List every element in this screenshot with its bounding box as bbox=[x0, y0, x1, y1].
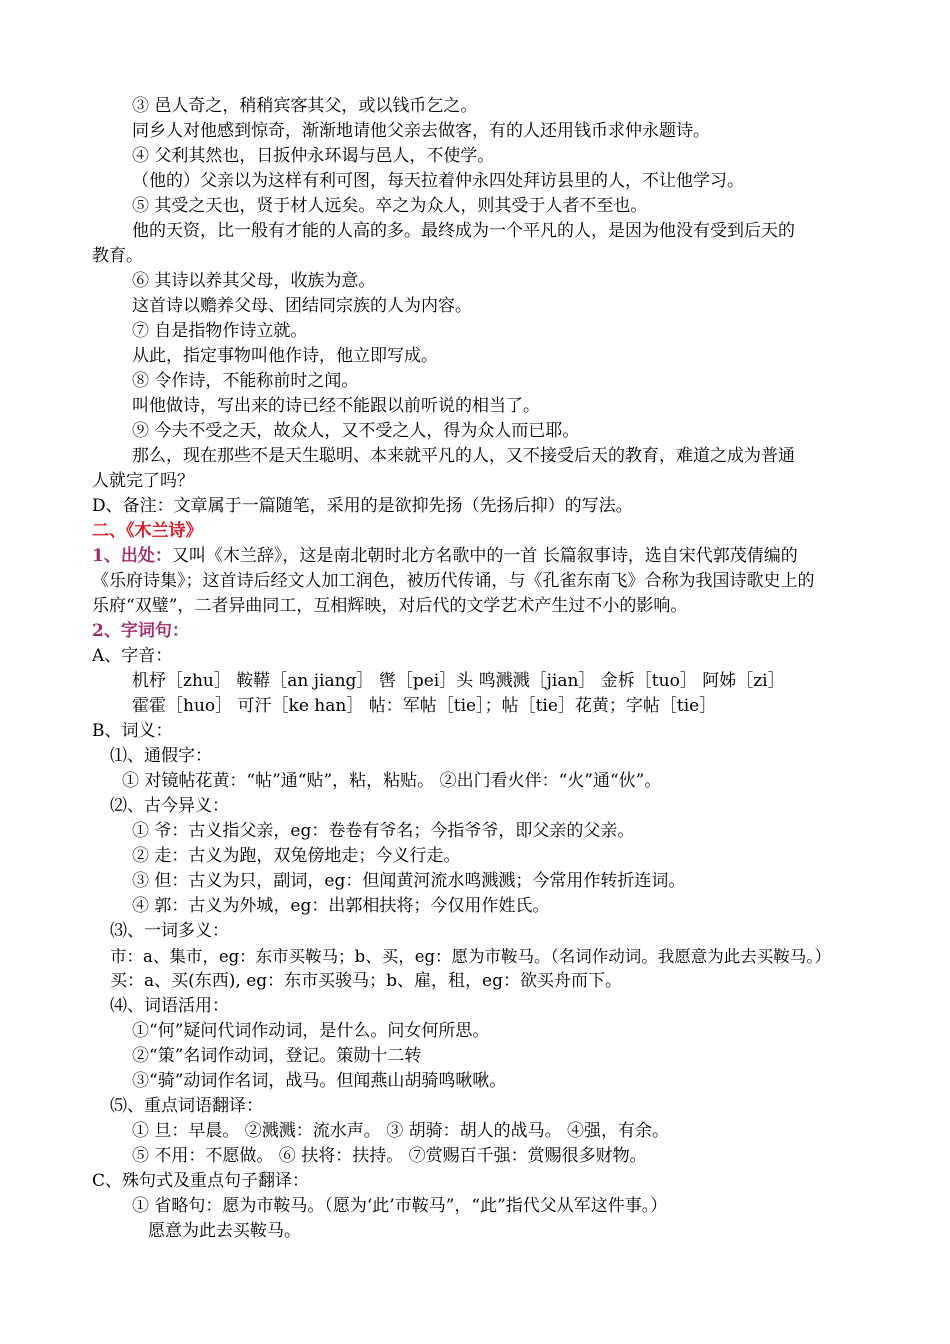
text-line: ③ 邑人奇之，稍稍宾客其父，或以钱币乞之。 bbox=[132, 96, 478, 116]
text-line: A、字音： bbox=[92, 646, 173, 666]
text-line: 叫他做诗，写出来的诗已经不能跟以前听说的相当了。 bbox=[132, 396, 540, 416]
text-line: 人就完了吗？ bbox=[92, 471, 194, 491]
text-line: ⑧ 令作诗，不能称前时之闻。 bbox=[132, 371, 359, 391]
text-line: （他的）父亲以为这样有利可图，每天拉着仲永四处拜访县里的人，不让他学习。 bbox=[132, 171, 744, 191]
text-line: 乐府“双璧”，二者异曲同工，互相辉映，对后代的文学艺术产生过不小的影响。 bbox=[92, 596, 688, 616]
text-line: 机杼［zhu］ 鞍鞯［an jiang］ 辔［pei］头 鸣溅溅［jian］ 金柝［tuo］ 阿姊［zi］ bbox=[132, 671, 785, 691]
text-line: 同乡人对他感到惊奇，渐渐地请他父亲去做客，有的人还用钱币求仲永题诗。 bbox=[132, 121, 710, 141]
text-line: ② 走：古义为跑，双兔傍地走；今义行走。 bbox=[132, 846, 461, 866]
text-line: 霍霍［huo］ 可汗［ke han］ 帖：军帖［tie］；帖［tie］花黄；字帖［tie］ bbox=[132, 696, 717, 716]
text-line: C、殊句式及重点句子翻译： bbox=[92, 1171, 310, 1191]
section-heading: 二、《木兰诗》 bbox=[92, 521, 203, 541]
text-line: ⑵、古今异义： bbox=[110, 796, 229, 816]
text-line: B、词义： bbox=[92, 721, 173, 741]
text-line: 他的天资，比一般有才能的人高的多。最终成为一个平凡的人，是因为他没有受到后天的 bbox=[132, 221, 795, 241]
text-line: 这首诗以赡养父母、团结同宗族的人为内容。 bbox=[132, 296, 472, 316]
text-line: ① 对镜帖花黄：“帖”通“贴”，粘，粘贴。 ②出门看火伴：“火”通“伙”。 bbox=[122, 771, 662, 791]
text-line: ⑤ 其受之天也，贤于材人远矣。卒之为众人，则其受于人者不至也。 bbox=[132, 196, 648, 216]
text-line: 市：a、集市，eg：东市买鞍马；b、买，eg：愿为市鞍马。（名词作动词。我愿意为此去买鞍马。） bbox=[110, 947, 832, 966]
text-line: ③“骑”动词作名词，战马。但闻燕山胡骑鸣啾啾。 bbox=[132, 1071, 507, 1091]
text-line: ⑦ 自是指物作诗立就。 bbox=[132, 321, 308, 341]
text-line: 那么，现在那些不是天生聪明、本来就平凡的人，又不接受后天的教育，难道之成为普通 bbox=[132, 446, 795, 466]
text-line: ⑥ 其诗以养其父母，收族为意。 bbox=[132, 271, 376, 291]
text-line: ⑴、通假字： bbox=[110, 746, 212, 766]
text-line: ⑸、重点词语翻译： bbox=[110, 1096, 263, 1116]
text-line: ①“何”疑问代词作动词，是什么。问女何所思。 bbox=[132, 1021, 490, 1041]
text-line: ⑨ 今夫不受之天，故众人，又不受之人，得为众人而已耶。 bbox=[132, 421, 580, 441]
text-line: ① 旦：早晨。 ②溅溅：流水声。 ③ 胡骑：胡人的战马。 ④强，有余。 bbox=[132, 1121, 670, 1141]
text-line: ④ 父利其然也，日扳仲永环谒与邑人，不使学。 bbox=[132, 146, 495, 166]
text-line: ⑤ 不用：不愿做。 ⑥ 扶将：扶持。 ⑦赏赐百千强：赏赐很多财物。 bbox=[132, 1146, 647, 1166]
subheading: 2、字词句： bbox=[92, 621, 189, 641]
text-line: ⑶、一词多义： bbox=[110, 921, 229, 941]
text-line: 《乐府诗集》；这首诗后经文人加工润色，被历代传诵，与《孔雀东南飞》合称为我国诗歌史上的 bbox=[92, 571, 815, 591]
source-line bbox=[92, 544, 872, 569]
text-line: ⑷、词语活用： bbox=[110, 996, 229, 1016]
text-line: ④ 郭：古义为外城，eg：出郭相扶将；今仅用作姓氏。 bbox=[132, 896, 550, 916]
text-line: ②“策”名词作动词，登记。策勋十二转 bbox=[132, 1046, 422, 1066]
text-line: ① 省略句：愿为市鞍马。（愿为‘此’市鞍马”，“此”指代父从军这件事。） bbox=[132, 1196, 668, 1216]
text-line: D、备注：文章属于一篇随笔，采用的是欲抑先扬（先扬后抑）的写法。 bbox=[92, 496, 633, 516]
text-line: ① 爷：古义指父亲，eg：卷卷有爷名；今指爷爷，即父亲的父亲。 bbox=[132, 821, 635, 841]
text-line: 买：a、买(东西), eg：东市买骏马；b、雇，租，eg：欲买舟而下。 bbox=[110, 971, 622, 991]
text-line: 从此，指定事物叫他作诗，他立即写成。 bbox=[132, 346, 438, 366]
text-line: 教育。 bbox=[92, 246, 143, 266]
text-line: 愿意为此去买鞍马。 bbox=[148, 1221, 301, 1241]
text-line: 又叫《木兰辞》，这是南北朝时北方名歌中的一首 长篇叙事诗，选自宋代郭茂倩编的 bbox=[171, 546, 798, 566]
text-line: ③ 但：古义为只，副词，eg：但闻黄河流水鸣溅溅；今常用作转折连词。 bbox=[132, 871, 686, 891]
subheading-label: 1、出处： bbox=[92, 546, 172, 566]
